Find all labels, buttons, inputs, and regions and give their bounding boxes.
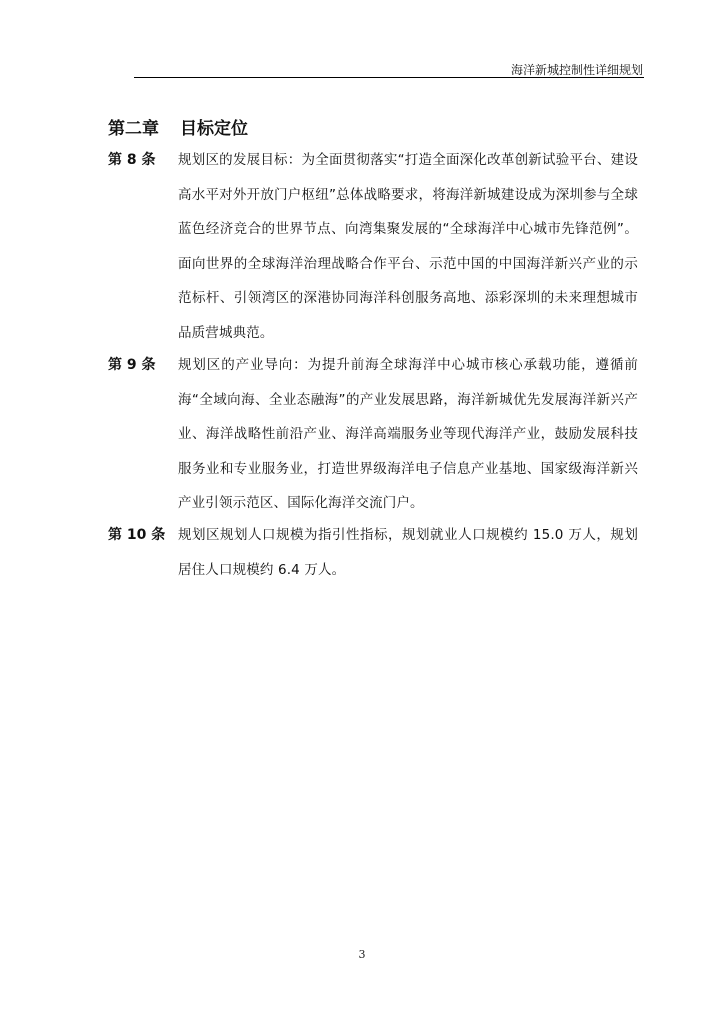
page-number: 3 (358, 948, 366, 961)
article-label: 第 10 条 (108, 527, 166, 543)
header-divider (134, 77, 644, 78)
article-label: 第 8 条 (108, 152, 156, 168)
chapter-heading (108, 114, 248, 139)
article-body: 规划区的产业导向：为提升前海全球海洋中心城市核心承载功能，遵循前海“全域向海、全业态融海”的产业发展思路，海洋新城优先发展海洋新兴产业、海洋战略性前沿产业、海洋高端服务业等现代海洋产业，鼓励发展科技服务业和专业服务业，打造世界级海洋电子信息产业基地、国家级海洋新兴产业引领示范区、国际化海洋交流门户。 (178, 357, 638, 511)
document-header-title: 海洋新城控制性详细规划 (510, 63, 643, 77)
article-body: 规划区的发展目标：为全面贯彻落实“打造全面深化改革创新试验平台、建设高水平对外开放门户枢纽”总体战略要求，将海洋新城建设成为深圳参与全球蓝色经济竞合的世界节点、向湾集聚发展的“全球海洋中心城市先锋范例”。面向世界的全球海洋治理战略合作平台、示范中国的中国海洋新兴产业的示范标杆、引领湾区的深港协同海洋科创服务高地、添彩深圳的未来理想城市品质营城典范。 (178, 152, 638, 341)
chapter-number: 第二章 (108, 119, 159, 139)
chapter-title: 目标定位 (180, 119, 248, 139)
article-body: 规划区规划人口规模为指引性指标，规划就业人口规模约 15.0 万人，规划居住人口规模约 6.4 万人。 (178, 527, 638, 578)
article-label: 第 9 条 (108, 357, 156, 373)
